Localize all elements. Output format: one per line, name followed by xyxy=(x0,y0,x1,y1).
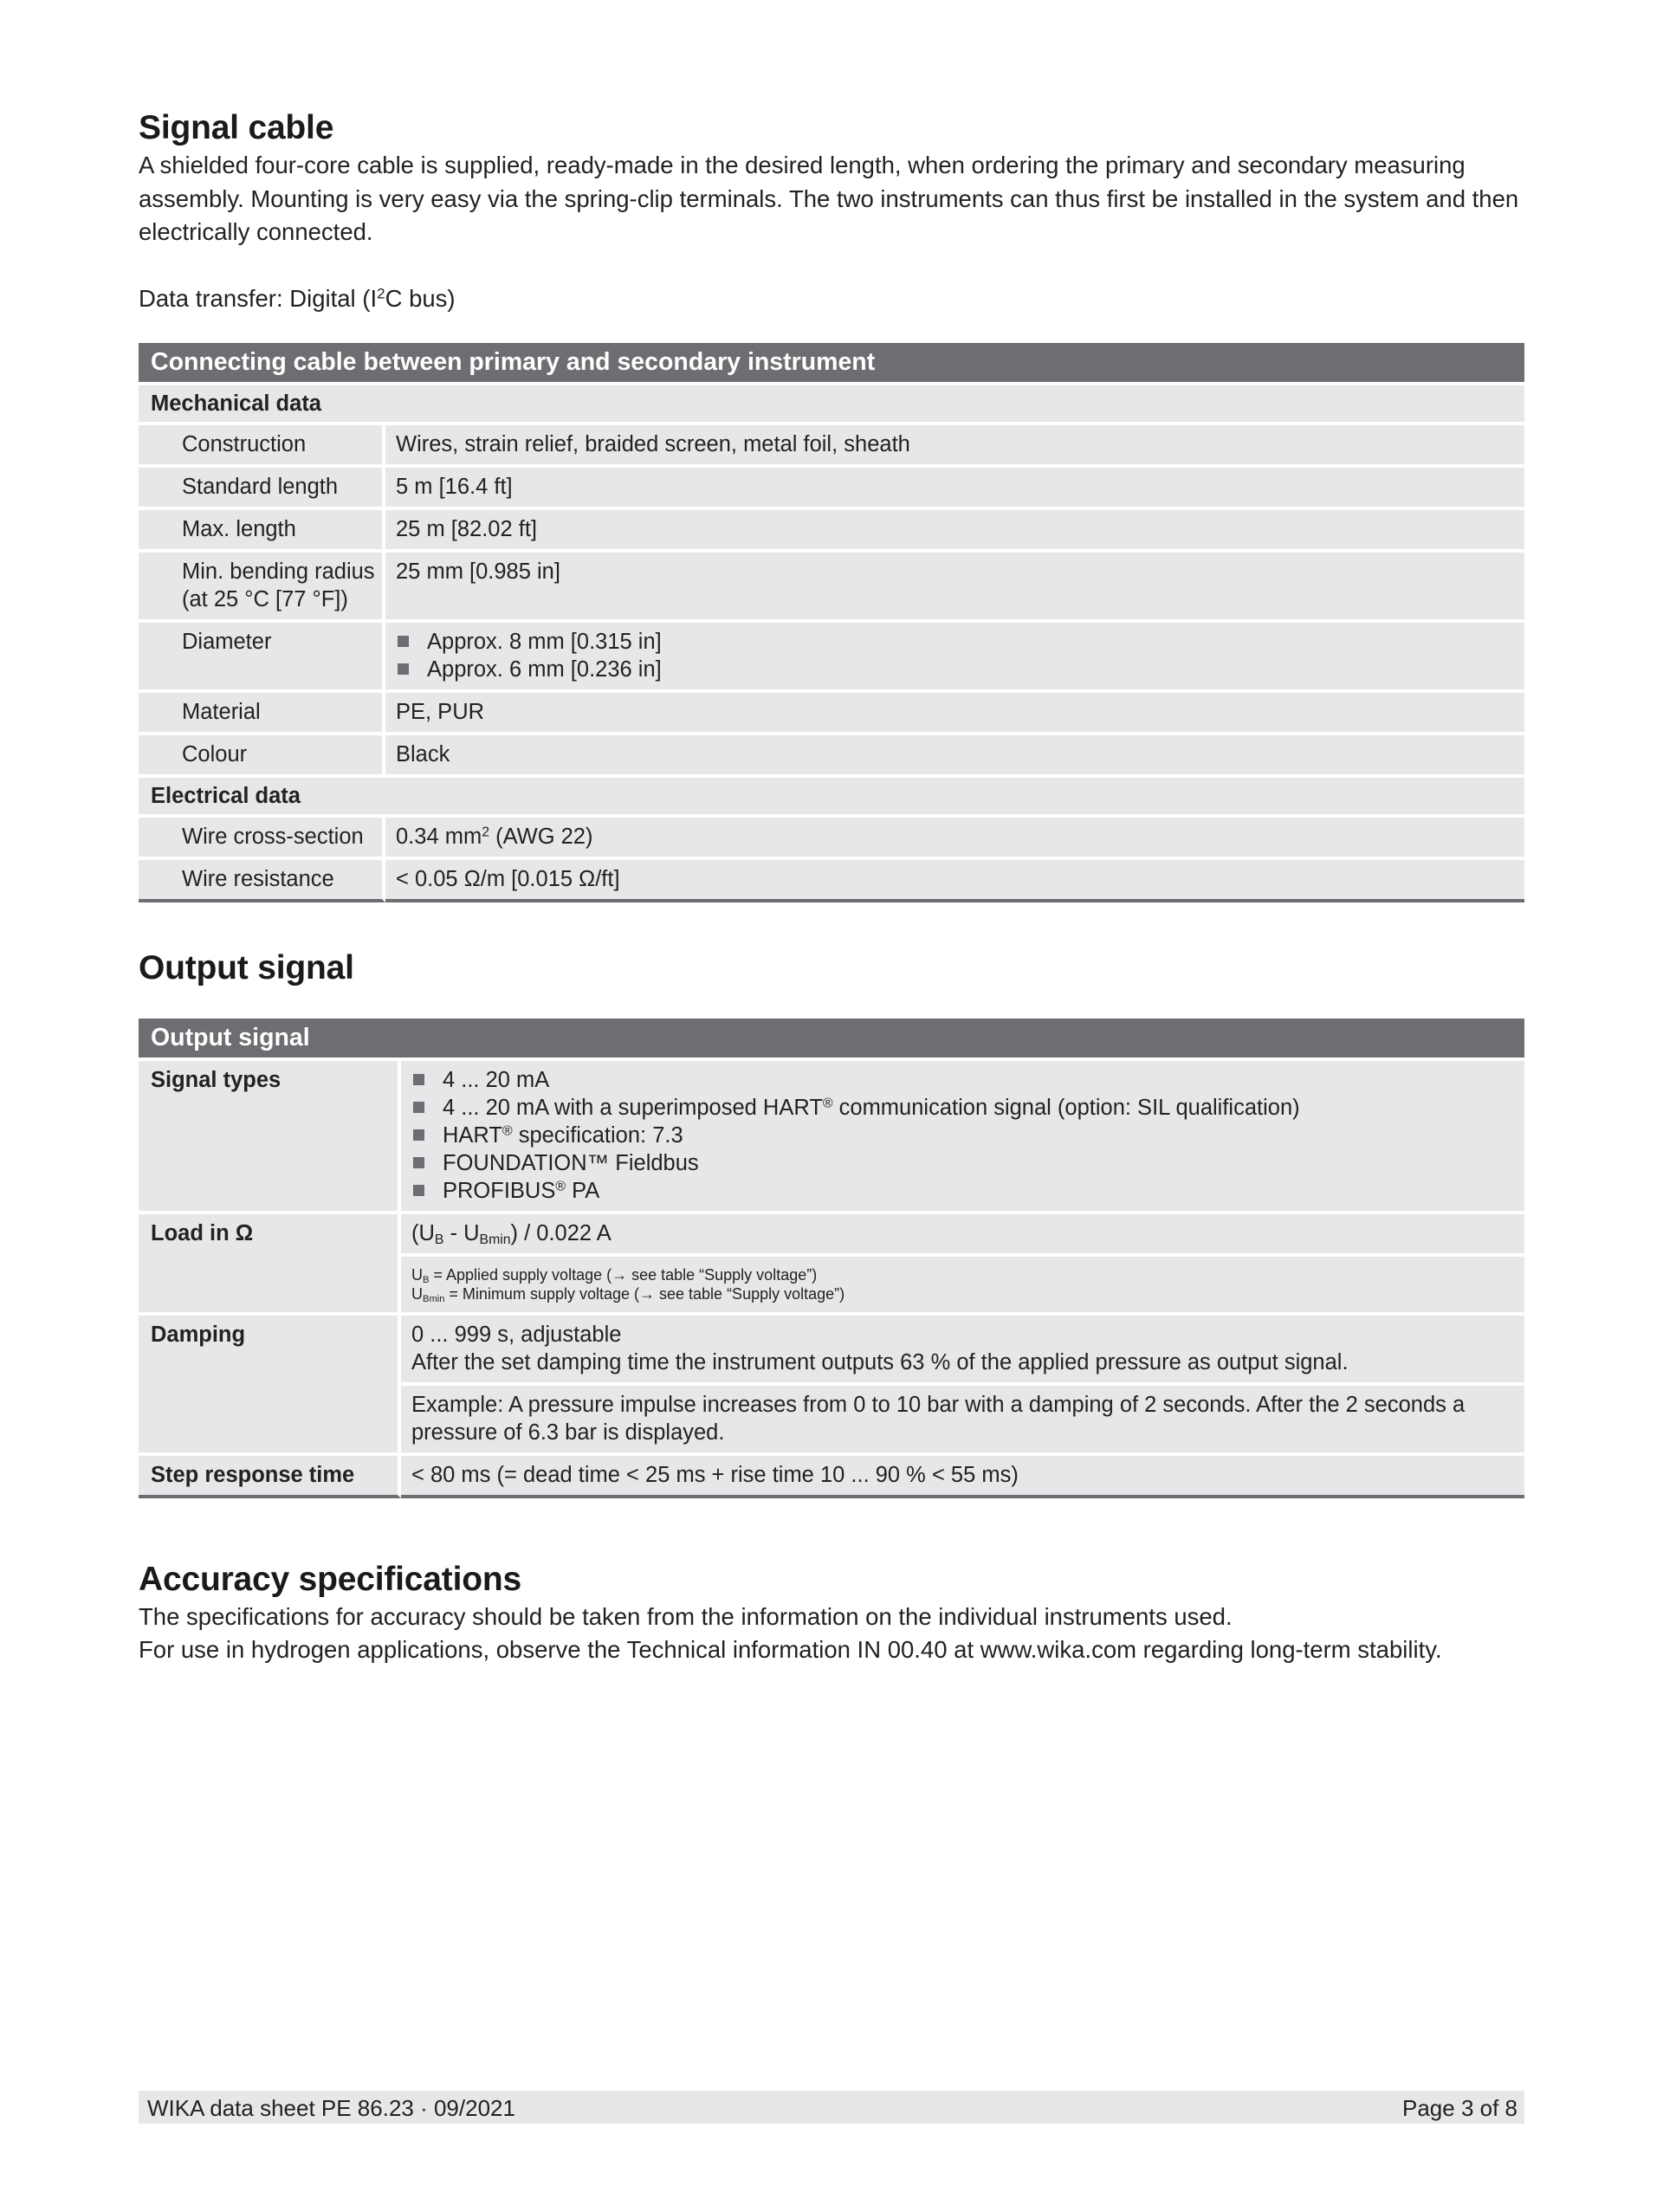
row-label: Load in Ω xyxy=(139,1214,401,1312)
row-label: Signal types xyxy=(139,1061,401,1211)
list-item xyxy=(411,1066,1516,1094)
table-row xyxy=(139,818,1524,857)
table-header: Connecting cable between primary and secondary instrument xyxy=(139,343,1524,382)
table-row xyxy=(139,860,1524,902)
table-row xyxy=(139,425,1524,464)
bullet-square-icon xyxy=(413,1074,424,1085)
row-value: 25 m [82.02 ft] xyxy=(385,510,1524,549)
row-value xyxy=(385,623,1524,689)
list-item-text: specification: 7.3 xyxy=(512,1123,683,1148)
footer-document-id: WIKA data sheet PE 86.23 · 09/2021 xyxy=(147,2095,515,2121)
table-row xyxy=(139,1061,1524,1211)
row-label: Max. length xyxy=(139,510,385,549)
bullet-square-icon xyxy=(413,1129,424,1141)
row-label: Damping xyxy=(139,1316,401,1452)
row-label: Wire resistance xyxy=(139,860,385,902)
connecting-cable-table xyxy=(139,340,1524,906)
row-value: 5 m [16.4 ft] xyxy=(385,468,1524,507)
load-formula xyxy=(401,1214,1524,1253)
value-suffix: (AWG 22) xyxy=(489,825,593,849)
list-item xyxy=(411,1122,1516,1149)
row-value xyxy=(385,818,1524,857)
row-label: Wire cross-section xyxy=(139,818,385,857)
load-notes xyxy=(401,1257,1524,1312)
table-row xyxy=(139,623,1524,689)
formula-part: (U xyxy=(411,1221,435,1245)
list-item xyxy=(411,1094,1516,1122)
row-value: Wires, strain relief, braided screen, metal foil, sheath xyxy=(385,425,1524,464)
registered-mark: ® xyxy=(555,1179,566,1194)
row-value: < 80 ms (= dead time < 25 ms + rise time 10 ... 90 % < 55 ms) xyxy=(401,1456,1524,1498)
note-part: U xyxy=(411,1266,423,1284)
accuracy-line-2: For use in hydrogen applications, observe the Technical information IN 00.40 at www.wika.com regarding long-term stability. xyxy=(139,1636,1442,1663)
data-transfer-text xyxy=(139,282,1524,316)
data-transfer-sup: 2 xyxy=(377,285,385,302)
diameter-list xyxy=(396,628,1516,683)
registered-mark: ® xyxy=(501,1123,513,1139)
bullet-square-icon xyxy=(413,1157,424,1168)
row-label: Step response time xyxy=(139,1456,401,1498)
list-item-text: FOUNDATION™ Fieldbus xyxy=(443,1151,699,1175)
formula-sub: Bmin xyxy=(479,1232,511,1247)
list-item-text: HART xyxy=(443,1123,502,1148)
list-item xyxy=(411,1149,1516,1177)
table-row xyxy=(139,1456,1524,1498)
row-label: Material xyxy=(139,693,385,732)
table-row xyxy=(139,510,1524,549)
group-mechanical-data: Mechanical data xyxy=(139,385,1524,422)
bullet-square-icon xyxy=(413,1185,424,1196)
list-item-text: Approx. 6 mm [0.236 in] xyxy=(427,657,662,682)
signal-cable-description: A shielded four-core cable is supplied, ready-made in the desired length, when ordering the primary and secondary measuring assembly. Mounting is very easy via the spring-clip terminals. The two instruments can thus first be installed in the system and then electrically connected. xyxy=(139,152,1519,245)
table-row xyxy=(139,735,1524,774)
table-header: Output signal xyxy=(139,1019,1524,1057)
table-row xyxy=(139,1214,1524,1253)
signal-types-list xyxy=(411,1066,1516,1205)
label-line: Min. bending radius xyxy=(182,559,375,584)
label-line: (at 25 °C [77 °F]) xyxy=(182,587,348,611)
list-item-text: 4 ... 20 mA with a superimposed HART xyxy=(443,1096,823,1120)
bullet-square-icon xyxy=(398,663,409,675)
row-label: Standard length xyxy=(139,468,385,507)
list-item-text: Approx. 8 mm [0.315 in] xyxy=(427,630,662,654)
formula-part: ) / 0.022 A xyxy=(510,1221,611,1245)
damping-line: After the set damping time the instrument outputs 63 % of the applied pressure as output signal. xyxy=(411,1350,1349,1374)
list-item-text: communication signal (option: SIL qualification) xyxy=(832,1096,1300,1120)
bullet-square-icon xyxy=(398,636,409,647)
page-footer xyxy=(139,2091,1524,2124)
output-signal-table xyxy=(139,1015,1524,1502)
note-part: = Applied supply voltage (→ see table “Supply voltage”) xyxy=(429,1266,818,1284)
row-label: Construction xyxy=(139,425,385,464)
note-sub: B xyxy=(423,1274,430,1285)
note-part: U xyxy=(411,1285,423,1303)
row-value: < 0.05 Ω/m [0.015 Ω/ft] xyxy=(385,860,1524,902)
section-title-output-signal: Output signal xyxy=(139,949,354,986)
row-value: 25 mm [0.985 in] xyxy=(385,553,1524,619)
formula-sub: B xyxy=(434,1232,444,1247)
table-row xyxy=(139,468,1524,507)
list-item-text: PROFIBUS xyxy=(443,1179,556,1203)
note-sub: Bmin xyxy=(423,1293,445,1304)
row-value: Black xyxy=(385,735,1524,774)
table-row xyxy=(139,693,1524,732)
row-value: PE, PUR xyxy=(385,693,1524,732)
section-title-signal-cable: Signal cable xyxy=(139,109,334,146)
list-item xyxy=(396,656,1516,683)
data-transfer-suffix: C bus) xyxy=(385,285,456,312)
registered-mark: ® xyxy=(822,1096,833,1111)
value-prefix: 0.34 mm xyxy=(396,825,482,849)
row-label: Colour xyxy=(139,735,385,774)
list-item-text: PA xyxy=(566,1179,600,1203)
table-row xyxy=(139,553,1524,619)
accuracy-line-1: The specifications for accuracy should be taken from the information on the individual instruments used. xyxy=(139,1603,1233,1630)
row-label: Diameter xyxy=(139,623,385,689)
row-label xyxy=(139,553,385,619)
damping-value xyxy=(401,1316,1524,1382)
section-title-accuracy: Accuracy specifications xyxy=(139,1561,521,1598)
bullet-square-icon xyxy=(413,1102,424,1113)
group-electrical-data: Electrical data xyxy=(139,778,1524,814)
data-transfer-prefix: Data transfer: Digital (I xyxy=(139,285,378,312)
damping-example: Example: A pressure impulse increases from 0 to 10 bar with a damping of 2 seconds. After the 2 seconds a pressure of 6.3 bar is displayed. xyxy=(401,1386,1524,1452)
list-item xyxy=(396,628,1516,656)
row-value xyxy=(401,1061,1524,1211)
list-item-text: 4 ... 20 mA xyxy=(443,1068,550,1092)
footer-page-number: Page 3 of 8 xyxy=(1402,2095,1517,2121)
value-sup: 2 xyxy=(482,825,489,840)
list-item xyxy=(411,1177,1516,1205)
table-row xyxy=(139,1316,1524,1382)
formula-part: - U xyxy=(443,1221,480,1245)
damping-line: 0 ... 999 s, adjustable xyxy=(411,1323,622,1347)
note-part: = Minimum supply voltage (→ see table “Supply voltage”) xyxy=(444,1285,845,1303)
